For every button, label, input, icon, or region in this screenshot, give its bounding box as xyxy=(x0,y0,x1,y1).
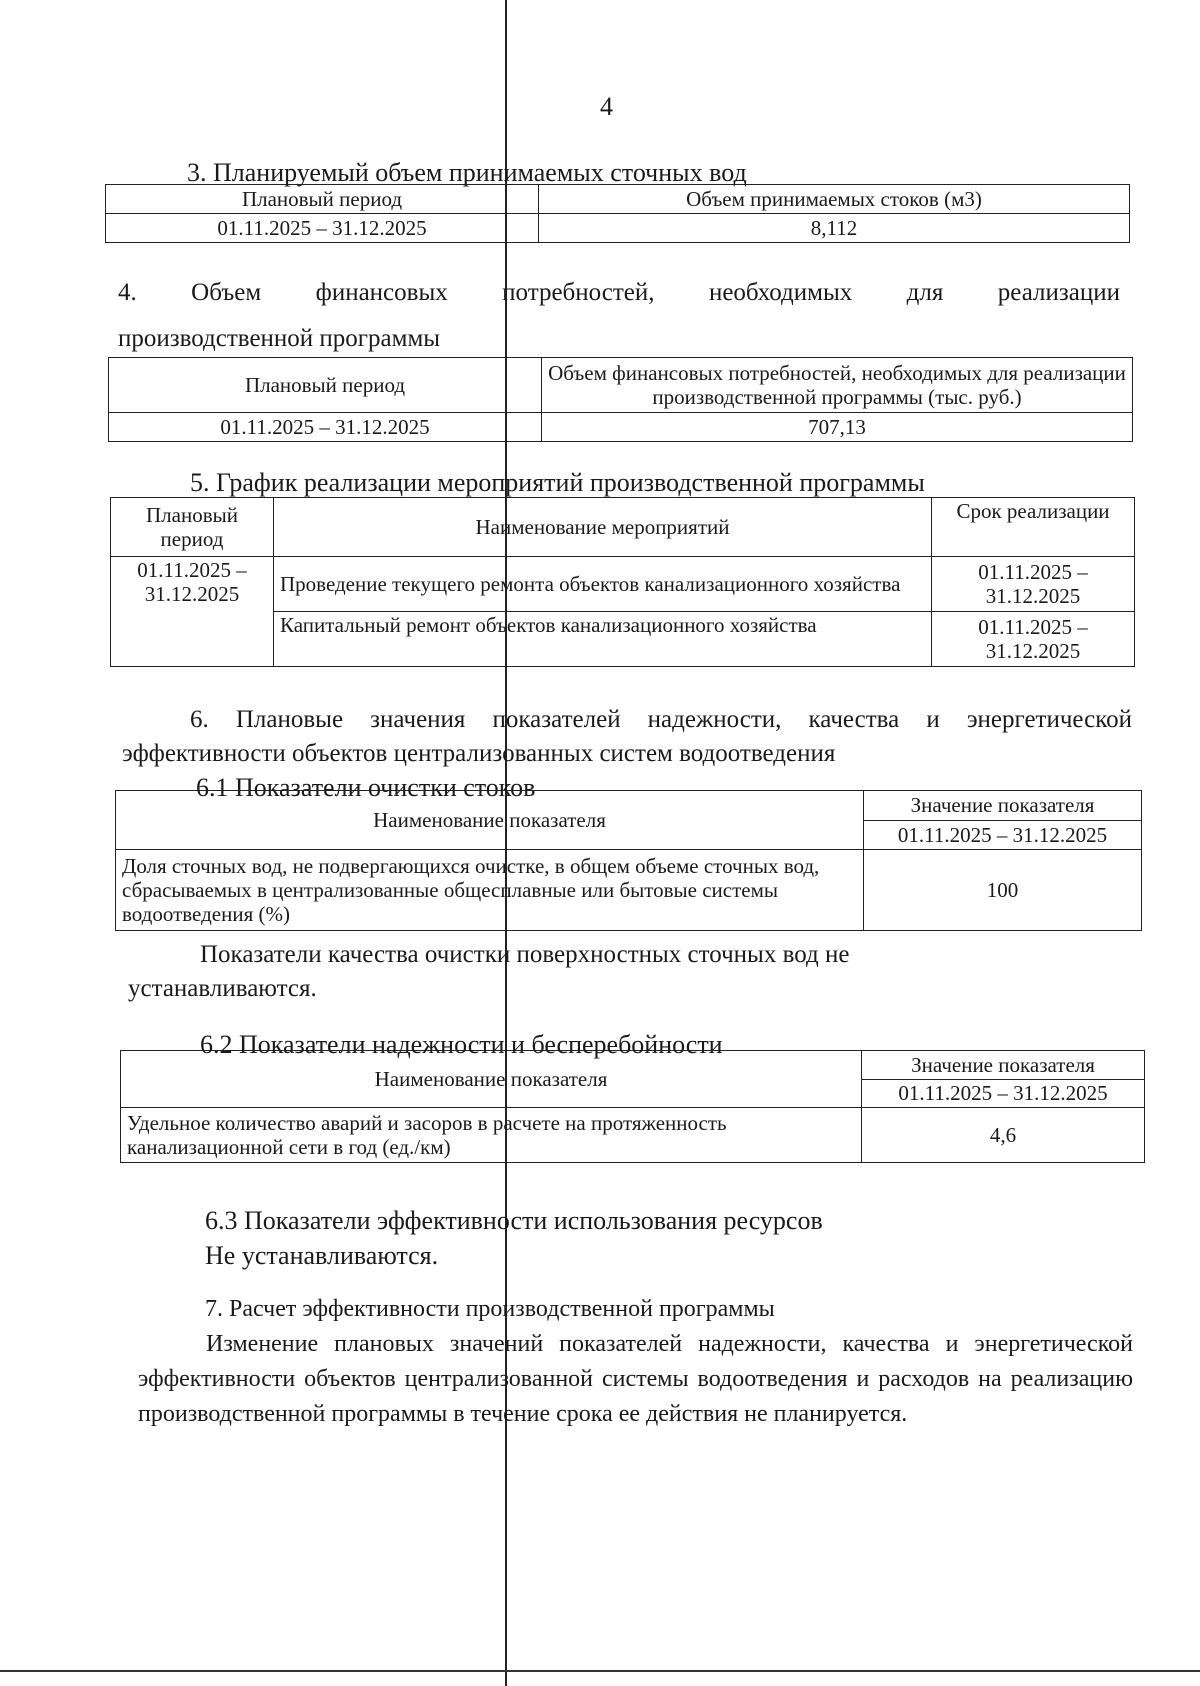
section5-heading: 5. График реализации мероприятий производственной программы xyxy=(190,468,925,497)
section5-row2-name: Капитальный ремонт объектов канализационного хозяйства xyxy=(274,612,932,667)
section4-col-finance: Объем финансовых потребностей, необходимых для реализации производственной программы (тыс. руб.) xyxy=(542,358,1133,413)
section62-row-value: 4,6 xyxy=(862,1108,1145,1163)
table-row xyxy=(111,498,1135,557)
table-row xyxy=(109,358,1133,413)
section62-col-value: Значение показателя xyxy=(862,1051,1145,1080)
section5-row1-term: 01.11.2025 – 31.12.2025 xyxy=(932,557,1135,612)
table-row xyxy=(116,791,1142,821)
section61-note: Показатели качества очистки поверхностных сточных вод не устанавливаются. xyxy=(128,941,850,1002)
section3-volume: 8,112 xyxy=(539,214,1130,243)
table-row xyxy=(106,185,1130,214)
section6-heading: 6. Плановые значения показателей надежности, качества и энергетической эффективности объектов централизованных систем водоотведения xyxy=(122,706,1132,767)
section5-table xyxy=(110,497,1135,667)
table-row xyxy=(111,557,1135,612)
section5-col-period: Плановый период xyxy=(111,498,274,557)
section3-col-period: Плановый период xyxy=(106,185,539,214)
section5-row2-term: 01.11.2025 – 31.12.2025 xyxy=(932,612,1135,667)
section7-heading: 7. Расчет эффективности производственной программы xyxy=(205,1296,775,1322)
section4-value: 707,13 xyxy=(542,413,1133,442)
section4-col-period: Плановый период xyxy=(109,358,542,413)
page-number: 4 xyxy=(600,92,613,121)
section3-heading: 3. Планируемый объем принимаемых сточных вод xyxy=(187,158,747,187)
section63-text: Не устанавливаются. xyxy=(205,1241,439,1270)
table-row xyxy=(106,214,1130,243)
section4-table xyxy=(108,357,1133,442)
section3-table xyxy=(105,184,1130,243)
section5-period: 01.11.2025 – 31.12.2025 xyxy=(111,557,274,667)
section61-row-name: Доля сточных вод, не подвергающихся очистке, в общем объеме сточных вод, сбрасываемых в централизованные общесплавные или бытовые системы водоотведения (%) xyxy=(116,850,864,931)
table-row xyxy=(109,413,1133,442)
section5-col-term: Срок реализации xyxy=(932,498,1135,557)
section62-table xyxy=(120,1050,1145,1163)
section61-row-value: 100 xyxy=(864,850,1142,931)
section3-period: 01.11.2025 – 31.12.2025 xyxy=(106,214,539,243)
section61-table xyxy=(115,790,1142,931)
section61-heading: 6.1 Показатели очистки стоков xyxy=(196,773,536,802)
table-row xyxy=(121,1108,1145,1163)
section62-col-period: 01.11.2025 – 31.12.2025 xyxy=(862,1079,1145,1108)
page-bottom-rule xyxy=(0,1670,1200,1672)
section4-period: 01.11.2025 – 31.12.2025 xyxy=(109,413,542,442)
section61-col-name: Наименование показателя xyxy=(116,791,864,850)
section4-heading-line1: 4. Объем финансовых потребностей, необходимых для реализации xyxy=(118,279,1120,306)
section61-col-period: 01.11.2025 – 31.12.2025 xyxy=(864,820,1142,850)
section62-heading: 6.2 Показатели надежности и бесперебойности xyxy=(200,1030,723,1059)
section4-heading-line2: производственной программы xyxy=(118,325,441,352)
table-row xyxy=(121,1051,1145,1080)
section63-heading: 6.3 Показатели эффективности использования ресурсов xyxy=(205,1206,823,1235)
table-row xyxy=(116,850,1142,931)
section3-col-volume: Объем принимаемых стоков (м3) xyxy=(539,185,1130,214)
section7-text: Изменение плановых значений показателей надежности, качества и энергетической эффективности объектов централизованной системы водоотведения и расходов на реализацию производственной программы в течение срока ее действия не планируется. xyxy=(138,1331,1133,1427)
section62-row-name: Удельное количество аварий и засоров в расчете на протяженность канализационной сети в год (ед./км) xyxy=(121,1108,862,1163)
section5-col-name: Наименование мероприятий xyxy=(274,498,932,557)
section5-row1-name: Проведение текущего ремонта объектов канализационного хозяйства xyxy=(274,557,932,612)
section61-col-value: Значение показателя xyxy=(864,791,1142,821)
section62-col-name: Наименование показателя xyxy=(121,1051,862,1108)
